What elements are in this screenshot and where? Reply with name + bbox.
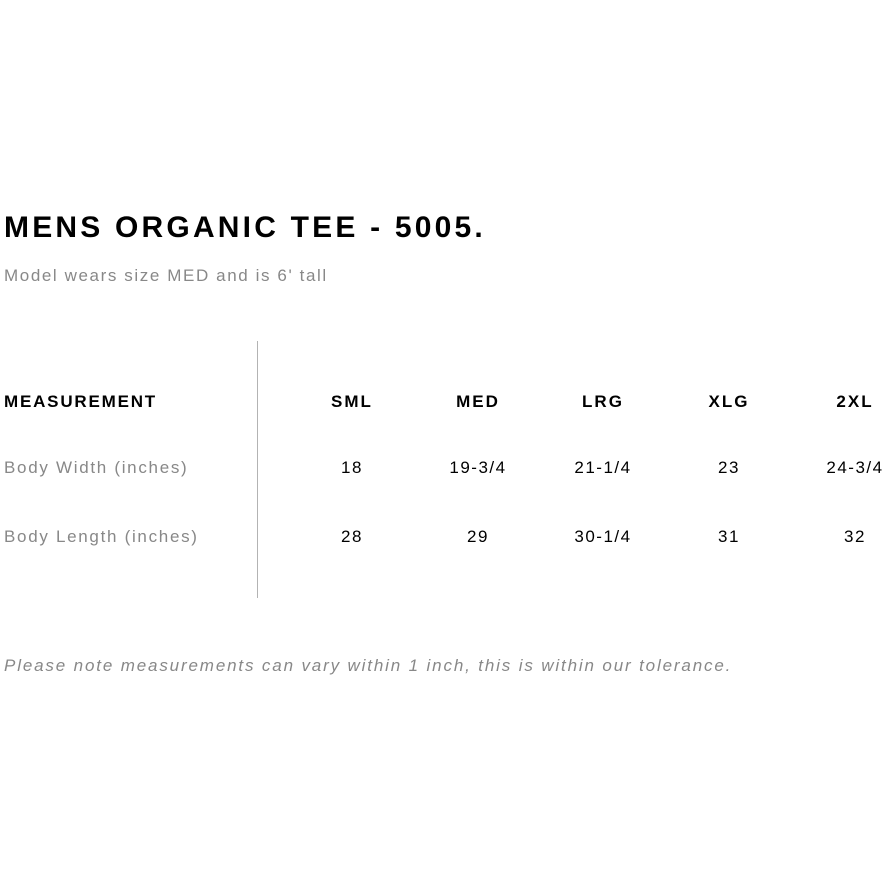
body-width-lrg: 21-1/4 [574, 458, 632, 477]
row-label-body-width: Body Width (inches) [4, 458, 189, 477]
body-width-xlg: 23 [718, 458, 740, 477]
body-width-2xl: 24-3/4 [826, 458, 884, 477]
header-size-sml: SML [331, 392, 373, 411]
page-title: MENS ORGANIC TEE - 5005. [4, 211, 486, 244]
body-length-lrg: 30-1/4 [574, 527, 632, 546]
body-width-med: 19-3/4 [449, 458, 507, 477]
body-width-sml: 18 [341, 458, 363, 477]
tolerance-note: Please note measurements can vary within 1 inch, this is within our tolerance. [4, 656, 733, 675]
row-label-body-length: Body Length (inches) [4, 527, 199, 546]
table-divider [257, 341, 258, 598]
header-size-xlg: XLG [708, 392, 750, 411]
header-size-med: MED [456, 392, 500, 411]
page-subtitle: Model wears size MED and is 6' tall [4, 266, 328, 285]
header-size-2xl: 2XL [836, 392, 874, 411]
header-size-lrg: LRG [582, 392, 624, 411]
body-length-xlg: 31 [718, 527, 740, 546]
body-length-sml: 28 [341, 527, 363, 546]
body-length-med: 29 [467, 527, 489, 546]
body-length-2xl: 32 [844, 527, 866, 546]
table-header-label: MEASUREMENT [4, 392, 157, 411]
